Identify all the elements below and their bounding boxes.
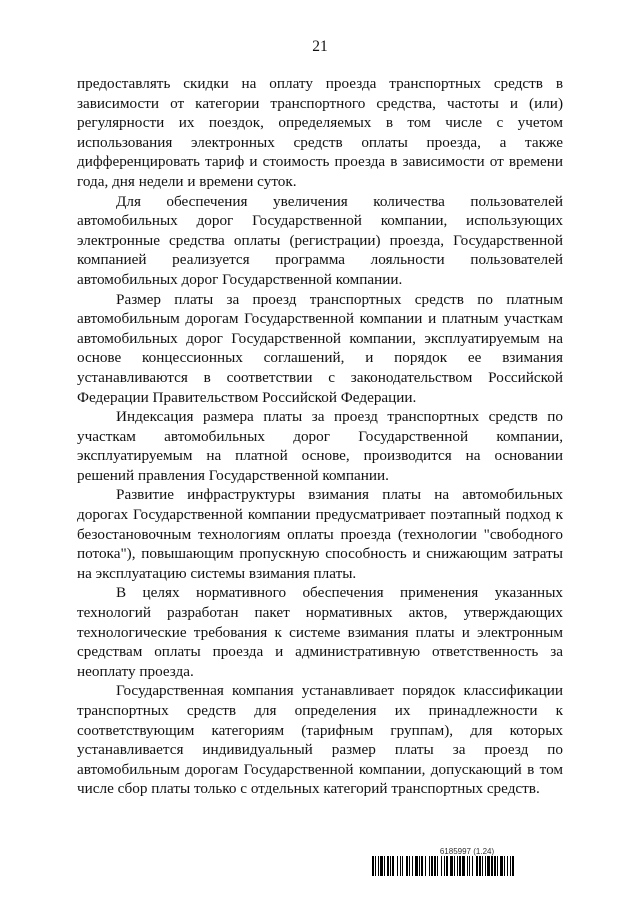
paragraph-3: Размер платы за проезд транспортных средств по платным автомобильным дорогам Государственной компании и платным участкам автомобильных дорог Государственной компании, эксплуатируемым на основе концессионных соглашений, и порядок ее взимания устанавливаются в соответствии с законодательством Российской Федерации Правительством Российской Федерации.	[77, 290, 563, 406]
barcode-bar	[487, 856, 490, 876]
barcode-bar	[485, 856, 486, 876]
paragraph-2: Для обеспечения увеличения количества пользователей автомобильных дорог Государственной компании, использующих электронные средства оплаты (регистрации) проезда, Государственной компанией реализуется программа лояльности пользователей автомобильных дорог Государственной компании.	[77, 192, 563, 288]
barcode-bar	[375, 856, 376, 876]
barcode-bar	[419, 856, 420, 876]
barcode-bar	[406, 856, 408, 876]
barcode-bar	[500, 856, 503, 876]
barcode-bar	[504, 856, 505, 876]
paragraph-1: предоставлять скидки на оплату проезда транспортных средств в зависимости от категории транспортного средства, частоты и (или) регулярности их поездок, определяемых в том числе с учетом использования электронных средств оплаты проезда, а также дифференцировать тариф и стоимость проезда в зависимости от времени года, дня недели и времени суток.	[77, 75, 563, 190]
paragraph-7: Государственная компания устанавливает порядок классификации транспортных средств для определения их принадлежности к соответствующим категориям (тарифным группам), для которых устанавливается индивидуальный размер платы за проезд по автомобильным дорогам Государственной компании, допускающий в том числе сбор платы только с отдельных категорий транспортных средств.	[77, 682, 563, 798]
barcode-bar	[390, 856, 391, 876]
barcode-bar	[434, 856, 436, 876]
barcode-bar	[446, 856, 448, 876]
barcode-bar	[482, 856, 483, 876]
paragraph-6: В целях нормативного обеспечения применения указанных технологий разработан пакет нормативных актов, утверждающих технологические требования к системе взимания платы и электронным средствам оплаты проезда и административную ответственность за неоплату проезда.	[77, 584, 563, 680]
page-number: 21	[312, 38, 328, 55]
barcode-bar	[472, 856, 473, 876]
barcode-bar	[409, 856, 410, 876]
barcode-bar	[444, 856, 445, 876]
barcode-bar	[402, 856, 403, 876]
barcode-bar	[380, 856, 383, 876]
barcode-bar	[454, 856, 455, 876]
barcode-bar	[512, 856, 514, 876]
barcode-bar	[469, 856, 470, 876]
barcode-bar	[425, 856, 426, 876]
barcode-bar	[372, 856, 374, 876]
barcode-bar	[457, 856, 458, 876]
barcode-bar	[462, 856, 465, 876]
barcode-bar	[450, 856, 453, 876]
barcode-bar	[412, 856, 413, 876]
barcode-bar	[387, 856, 389, 876]
barcode-bar	[510, 856, 511, 876]
barcode-bar	[397, 856, 398, 876]
barcode-bar	[431, 856, 433, 876]
barcode-bar	[437, 856, 438, 876]
barcode-bar	[491, 856, 493, 876]
paragraph-4: Индексация размера платы за проезд транспортных средств по участкам автомобильных дорог Государственной компании, эксплуатируемым на платной основе, производится на основании решений правления Государственной компании.	[77, 408, 563, 484]
barcode-icon	[372, 856, 562, 876]
barcode-bar	[479, 856, 481, 876]
document-code: 6185997 (1.24)	[439, 847, 495, 856]
barcode-bar	[497, 856, 498, 876]
barcode-bar	[400, 856, 401, 876]
paragraph-5: Развитие инфраструктуры взимания платы на автомобильных дорогах Государственной компании предусматривает поэтапный подход к безостановочным технологиям оплаты проезда (технологии "свободного потока"), повышающим пропускную способность и снижающим затраты на эксплуатацию системы взимания платы.	[77, 486, 563, 582]
barcode-bar	[429, 856, 430, 876]
barcode-bar	[415, 856, 418, 876]
barcode-bar	[494, 856, 496, 876]
barcode-bar	[476, 856, 478, 876]
barcode-bar	[459, 856, 461, 876]
document-body	[77, 74, 563, 799]
barcode-bar	[392, 856, 394, 876]
barcode-bar	[507, 856, 508, 876]
barcode-bar	[378, 856, 379, 876]
barcode-bar	[421, 856, 423, 876]
barcode-bar	[441, 856, 442, 876]
barcode-bar	[467, 856, 468, 876]
barcode-bar	[384, 856, 385, 876]
